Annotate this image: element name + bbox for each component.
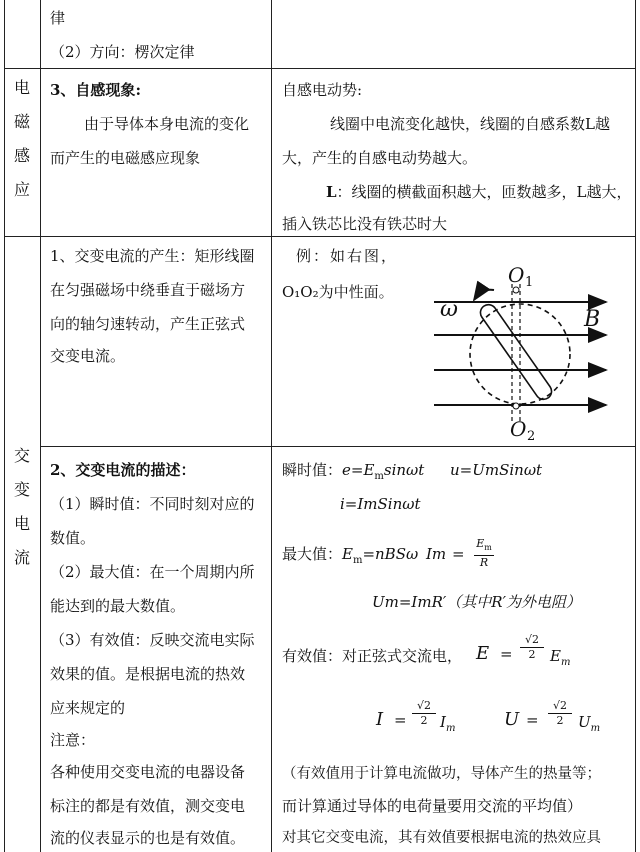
ac-description-line: 标注的都是有效值，测交变电 bbox=[50, 797, 246, 815]
two: 2 bbox=[528, 648, 536, 661]
two: 2 bbox=[556, 714, 564, 727]
effective-um-sub: m bbox=[590, 723, 601, 734]
effective-label: 有效值：对正弦式交流电， bbox=[282, 647, 463, 665]
effective-i-eq: = bbox=[394, 711, 407, 729]
max-label: 最大值： bbox=[282, 545, 343, 563]
self-emf-title: 自感电动势: bbox=[282, 81, 363, 99]
effective-um-letter: U bbox=[578, 713, 591, 731]
effective-note-3: 对其它交变电流，其有效值要根据电流的热效应具 bbox=[282, 830, 601, 846]
row1-col2-line2: （2）方向：楞次定律 bbox=[50, 43, 195, 61]
row-divider-3 bbox=[40, 446, 636, 447]
ac-description-line: 各种使用交变电流的电器设备 bbox=[50, 763, 246, 781]
b-field-label: B bbox=[584, 307, 601, 332]
ac-description-line: 数值。 bbox=[50, 529, 96, 547]
example-line1: 例：如右图， bbox=[296, 247, 399, 265]
effective-um bbox=[578, 712, 600, 739]
category-char: 电 bbox=[13, 78, 30, 97]
ac-description-line: 注意： bbox=[50, 731, 96, 749]
ac-description-line: 效果的值。是根据电流的热效 bbox=[50, 665, 246, 683]
instantaneous-line bbox=[282, 460, 424, 487]
row-divider-1 bbox=[4, 68, 636, 69]
ac-generation-line1: 1、交变电流的产生：矩形线圈 bbox=[50, 247, 255, 265]
row-divider-2 bbox=[4, 236, 636, 237]
omega-label: ω bbox=[440, 297, 458, 322]
o2-subscript: 2 bbox=[527, 429, 536, 442]
ac-generation-line3: 向的轴匀速转动，产生正弦式 bbox=[50, 315, 246, 333]
instantaneous-e-rest: sinωt bbox=[383, 461, 425, 479]
category-char: 变 bbox=[13, 480, 30, 499]
category-char: 应 bbox=[13, 180, 30, 199]
effective-em bbox=[550, 646, 570, 673]
effective-u-eq: = bbox=[526, 711, 539, 729]
sqrt2-over-2-fraction bbox=[412, 700, 436, 727]
effective-u: U bbox=[504, 709, 520, 730]
table-divider-col1 bbox=[40, 0, 41, 852]
effective-im-sub: m bbox=[445, 723, 456, 734]
ac-description-line: （1）瞬时值：不同时刻对应的 bbox=[50, 495, 255, 513]
axis-point-top bbox=[513, 287, 519, 293]
row1-col2-line1: 律 bbox=[50, 9, 66, 27]
example-line2: O₁O₂为中性面。 bbox=[282, 283, 394, 301]
ac-description-line: （2）最大值：在一个周期内所 bbox=[50, 563, 255, 581]
rotation-arrow bbox=[474, 290, 494, 300]
effective-note-1: （有效值用于计算电流做功，导体产生的热量等； bbox=[282, 766, 601, 782]
self-emf-p3-text: ：线圈的横截面积越大，匝数越多，L越大， bbox=[336, 183, 632, 201]
instantaneous-label: 瞬时值： bbox=[282, 461, 343, 479]
sqrt2: √2 bbox=[552, 699, 567, 712]
self-emf-p1: 线圈中电流变化越快，线圈的自感系数L越 bbox=[330, 115, 610, 133]
max-fraction bbox=[474, 538, 494, 569]
table-border-right bbox=[635, 0, 636, 852]
max-im: Im bbox=[426, 545, 447, 563]
category-char: 交 bbox=[13, 446, 30, 465]
sqrt2-over-2-fraction bbox=[548, 700, 572, 727]
instantaneous-i: i=ImSinωt bbox=[340, 495, 421, 513]
self-induction-desc-1: 由于导体本身电流的变化 bbox=[84, 115, 250, 133]
effective-em-letter: E bbox=[550, 647, 561, 665]
inductance-symbol: L bbox=[326, 183, 337, 201]
axis-point-bottom bbox=[513, 403, 519, 409]
max-e: E bbox=[342, 545, 353, 563]
effective-e: E bbox=[476, 643, 490, 664]
self-emf-p2: 大，产生的自感电动势越大。 bbox=[282, 149, 478, 167]
rotating-coil-figure bbox=[424, 260, 614, 442]
max-frac-num: E bbox=[476, 537, 485, 550]
instantaneous-e-sub: m bbox=[374, 471, 384, 482]
ac-description-line: 流的仪表显示的也是有效值。 bbox=[50, 829, 246, 847]
effective-i: I bbox=[376, 709, 384, 730]
category-char: 电 bbox=[13, 514, 30, 533]
o1-subscript: 1 bbox=[525, 275, 534, 290]
max-eq: = bbox=[452, 545, 465, 563]
ac-description-title: 2、交变电流的描述： bbox=[50, 461, 196, 479]
self-emf-p3 bbox=[326, 182, 632, 202]
sqrt2: √2 bbox=[524, 633, 539, 646]
coil bbox=[477, 302, 554, 403]
category-char: 流 bbox=[13, 548, 30, 567]
self-emf-p4: 插入铁芯比没有铁芯时大 bbox=[282, 215, 448, 233]
instantaneous-u: u=UmSinωt bbox=[450, 461, 543, 479]
um-line: Um=ImR′（其中R′为外电阻） bbox=[372, 593, 581, 611]
max-value-line bbox=[282, 544, 418, 571]
o2-label: O bbox=[510, 417, 527, 441]
two: 2 bbox=[420, 714, 428, 727]
ac-description-line: 能达到的最大数值。 bbox=[50, 597, 186, 615]
ac-generation-line2: 在匀强磁场中绕垂直于磁场方 bbox=[50, 281, 246, 299]
instantaneous-e: e=E bbox=[342, 461, 375, 479]
effective-im bbox=[440, 712, 455, 739]
sqrt2: √2 bbox=[416, 699, 431, 712]
max-frac-den: R bbox=[479, 556, 489, 570]
effective-im-letter: I bbox=[440, 713, 446, 731]
max-frac-num-sub: m bbox=[484, 543, 492, 553]
ac-description-line: （3）有效值：反映交流电实际 bbox=[50, 631, 255, 649]
category-char: 感 bbox=[13, 146, 30, 165]
ac-description-line: 应来规定的 bbox=[50, 699, 126, 717]
effective-note-2: 而计算通过导体的电荷量要用交流的平均值） bbox=[282, 797, 583, 815]
self-induction-desc-2: 而产生的电磁感应现象 bbox=[50, 149, 201, 167]
category-char: 磁 bbox=[13, 112, 30, 131]
o1-label: O bbox=[508, 263, 525, 287]
effective-e-eq: = bbox=[500, 645, 513, 663]
max-e-sub: m bbox=[352, 555, 363, 566]
ac-generation-line4: 交变电流。 bbox=[50, 347, 126, 365]
self-induction-title: 3、自感现象: bbox=[50, 81, 141, 99]
sqrt2-over-2-fraction bbox=[520, 634, 544, 661]
table-divider-col2 bbox=[271, 0, 272, 852]
effective-em-sub: m bbox=[560, 657, 571, 668]
max-e-rest: =nBSω bbox=[362, 545, 419, 563]
